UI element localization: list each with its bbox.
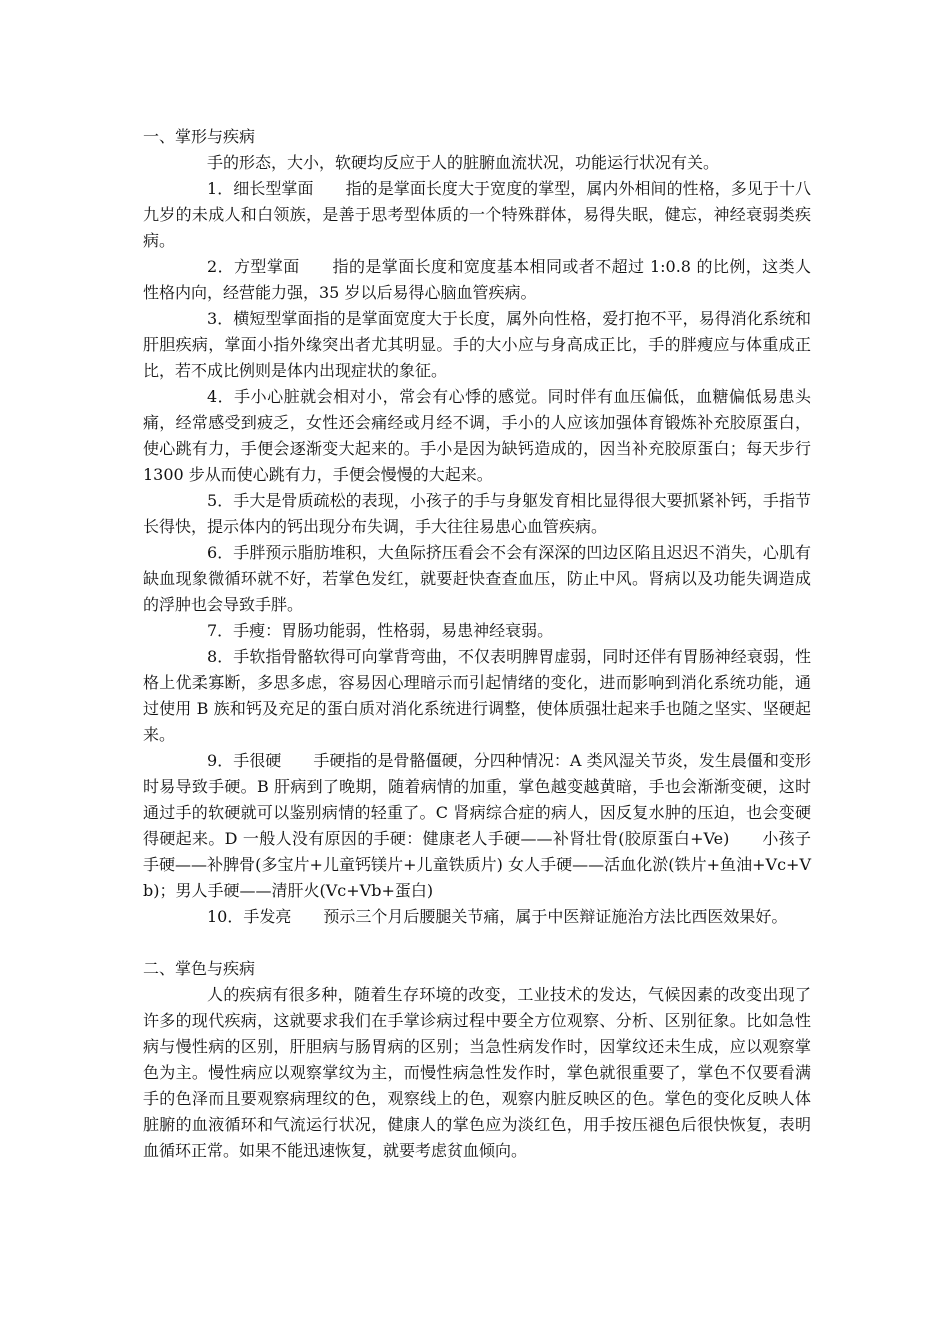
item-fat-hand: 6．手胖预示脂肪堆积，大鱼际挤压看会不会有深深的凹边区陷且迟迟不消失，心肌有缺血现象微循环就不好，若掌色发红，就要赶快查查血压，防止中风。肾病以及功能失调造成的浮肿也会导致手胖。 [143, 543, 811, 614]
section-spacer [143, 930, 811, 956]
item-small-hand: 4．手小心脏就会相对小，常会有心悸的感觉。同时伴有血压偏低，血糖偏低易患头痛，经常感受到疲乏，女性还会痛经或月经不调，手小的人应该加强体育锻炼补充胶原蛋白，使心跳有力，手便会逐渐变大起来的。手小是因为缺钙造成的，因当补充胶原蛋白；每天步行 1300 步从而使心跳有力，手便会慢慢的大起来。 [143, 387, 811, 484]
item-large-hand: 5．手大是骨质疏松的表现，小孩子的手与身躯发育相比显得很大要抓紧补钙，手指节长得快，提示体内的钙出现分布失调，手大往往易患心血管疾病。 [143, 491, 811, 536]
section-heading-palm-shape: 一、掌形与疾病 [143, 127, 256, 146]
document-page [143, 124, 811, 1164]
item-thin-hand: 7．手瘦：胃肠功能弱，性格弱，易患神经衰弱。 [207, 621, 554, 640]
section-heading-palm-color: 二、掌色与疾病 [143, 959, 256, 978]
palm-color-paragraph: 人的疾病有很多种，随着生存环境的改变，工业技术的发达，气候因素的改变出现了许多的现代疾病，这就要求我们在手掌诊病过程中要全方位观察、分析、区别征象。比如急性病与慢性病的区别，肝胆病与肠胃病的区别；当急性病发作时，因掌纹还未生成，应以观察掌色为主。慢性病应以观察掌纹为主，而慢性病急性发作时，掌色就很重要了，掌色不仅要看满手的色泽而且要观察病理纹的色，观察线上的色，观察内脏反映区的色。掌色的变化反映人体脏腑的血液循环和气流运行状况，健康人的掌色应为淡红色，用手按压褪色后很快恢复，表明血循环正常。如果不能迅速恢复，就要考虑贫血倾向。 [143, 985, 811, 1160]
item-soft-hand: 8．手软指骨骼软得可向掌背弯曲，不仅表明脾胃虚弱，同时还伴有胃肠神经衰弱，性格上优柔寡断，多思多虑，容易因心理暗示而引起情绪的变化，进而影响到消化系统功能，通过使用 B 族和钙及充足的蛋白质对消化系统进行调整，使体质强壮起来手也随之坚实、坚硬起来。 [143, 647, 811, 744]
item-square-palm: 2．方型掌面 指的是掌面长度和宽度基本相同或者不超过 1:0.8 的比例，这类人性格内向，经营能力强，35 岁以后易得心脑血管疾病。 [143, 257, 811, 302]
item-hard-hand: 9．手很硬 手硬指的是骨骼僵硬，分四种情况：A 类风湿关节炎，发生晨僵和变形时易导致手硬。B 肝病到了晚期，随着病情的加重，掌色越变越黄暗，手也会渐渐变硬，这时通过手的软硬就可以鉴别病情的轻重了。C 肾病综合症的病人，因反复水肿的压迫，也会变硬得硬起来。D 一般人没有原因的手硬：健康老人手硬——补肾壮骨(胶原蛋白+Ve) 小孩子手硬——补脾骨(多宝片+儿童钙镁片+儿童铁质片) 女人手硬——活血化淤(铁片+鱼油+Vc+Vb)；男人手硬——清肝火(Vc+Vb+蛋白) [143, 751, 811, 900]
intro-paragraph: 手的形态，大小，软硬均反应于人的脏腑血流状况，功能运行状况有关。 [207, 153, 720, 172]
item-slender-palm: 1．细长型掌面 指的是掌面长度大于宽度的掌型，属内外相间的性格，多见于十八九岁的未成人和白领族，是善于思考型体质的一个特殊群体，易得失眠，健忘，神经衰弱类疾病。 [143, 179, 811, 250]
item-short-wide-palm: 3．横短型掌面指的是掌面宽度大于长度，属外向性格，爱打抱不平，易得消化系统和肝胆疾病，掌面小指外缘突出者尤其明显。手的大小应与身高成正比，手的胖瘦应与体重成正比，若不成比例则是体内出现症状的象征。 [143, 309, 811, 380]
item-shiny-hand: 10．手发亮 预示三个月后腰腿关节痛，属于中医辩证施治方法比西医效果好。 [207, 907, 788, 926]
